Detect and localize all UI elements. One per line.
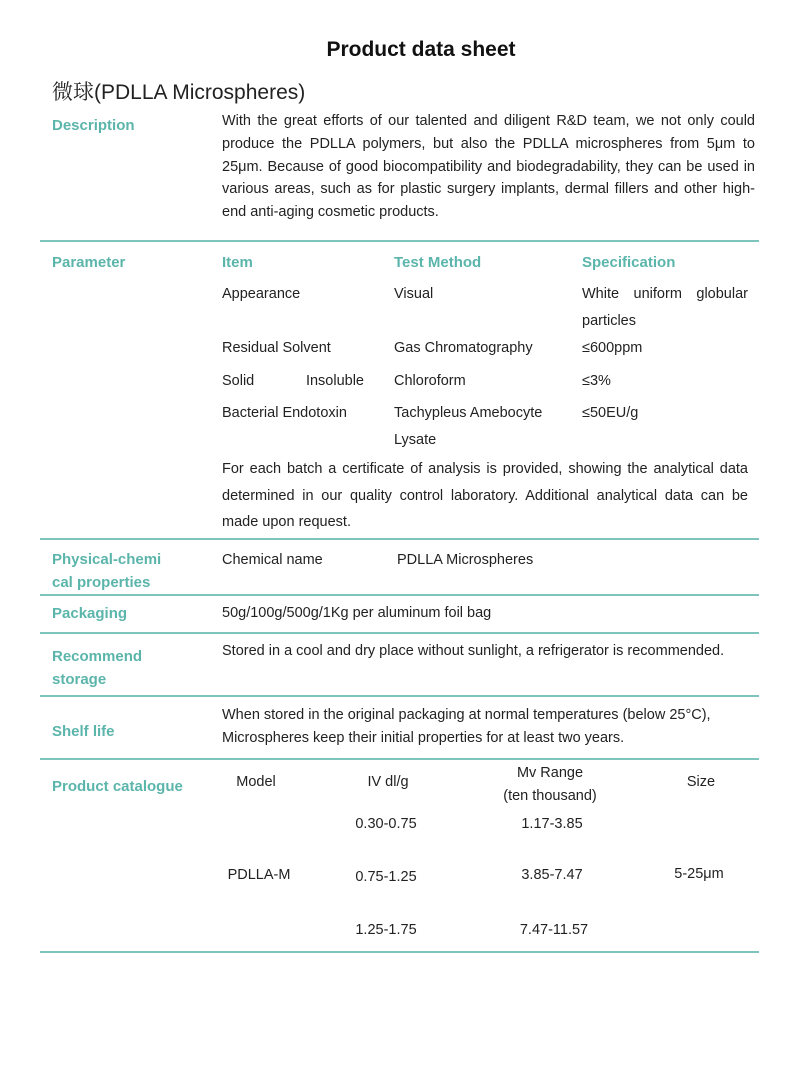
catalogue-iv: 1.25-1.75 xyxy=(355,922,417,938)
storage-text: Stored in a cool and dry place without sunlight, a refrigerator is recommended. xyxy=(222,643,725,659)
param-header-item: Item xyxy=(222,254,253,271)
param-spec: ≤50EU/g xyxy=(582,405,639,421)
catalogue-header-iv: IV dl/g xyxy=(367,774,409,790)
product-subtitle: 微球(PDLLA Microspheres) xyxy=(52,81,306,104)
param-item: Solid Insoluble xyxy=(222,373,364,389)
catalogue-size: 5-25μm xyxy=(674,866,724,882)
divider xyxy=(40,758,759,760)
parameter-label: Parameter xyxy=(52,254,126,271)
storage-label-line1: Recommend xyxy=(52,648,143,665)
param-method: Visual xyxy=(394,286,434,302)
catalogue-header-size: Size xyxy=(686,774,716,790)
document-title: Product data sheet xyxy=(326,38,516,61)
storage-label xyxy=(52,645,142,691)
param-header-method: Test Method xyxy=(394,254,482,271)
catalogue-header-mv xyxy=(470,762,630,808)
chemical-name-value: PDLLA Microspheres xyxy=(397,552,534,568)
catalogue-header-mv-line2: (ten thousand) xyxy=(503,787,597,804)
divider xyxy=(40,695,759,697)
param-method: Chloroform xyxy=(394,373,466,389)
chemical-name-key: Chemical name xyxy=(222,552,323,568)
parameter-note: For each batch a certificate of analysis is provided, showing the analytical data determined in our quality control laboratory. Additional analytical data can be made upon request. xyxy=(222,461,748,530)
param-spec: White uniform globular particles xyxy=(582,286,748,329)
divider xyxy=(40,240,759,242)
param-method: Gas Chromatography xyxy=(394,340,533,356)
param-item: Bacterial Endotoxin xyxy=(222,405,347,421)
physical-label xyxy=(52,548,161,594)
description-text: With the great efforts of our talented and diligent R&D team, we not only could produce the PDLLA polymers, but also the PDLLA microspheres from 5μm to 25μm. Because of good biocompatibility and biodegradability, they can be used in various areas, such as for plastic surgery implants, dermal fillers and other high-end anti-aging cosmetic products. xyxy=(222,113,755,221)
catalogue-label: Product catalogue xyxy=(52,778,183,795)
catalogue-mv: 3.85-7.47 xyxy=(521,867,583,883)
param-item: Appearance xyxy=(222,286,301,302)
shelf-life-label: Shelf life xyxy=(52,723,115,740)
physical-label-line1: Physical-chemi xyxy=(52,551,162,568)
catalogue-header-model: Model xyxy=(236,774,276,790)
param-method: Tachypleus Amebocyte Lysate xyxy=(394,405,543,448)
divider xyxy=(40,594,759,596)
packaging-text: 50g/100g/500g/1Kg per aluminum foil bag xyxy=(222,605,492,621)
catalogue-iv: 0.30-0.75 xyxy=(355,816,417,832)
storage-label-line2: storage xyxy=(52,671,107,688)
packaging-label: Packaging xyxy=(52,605,128,622)
param-spec: ≤600ppm xyxy=(582,340,643,356)
catalogue-model: PDLLA-M xyxy=(227,867,291,883)
param-spec: ≤3% xyxy=(582,373,611,389)
catalogue-mv: 7.47-11.57 xyxy=(519,922,589,938)
description-label: Description xyxy=(52,117,135,134)
param-header-spec: Specification xyxy=(582,254,676,271)
divider xyxy=(40,951,759,953)
catalogue-mv: 1.17-3.85 xyxy=(521,816,583,832)
catalogue-iv: 0.75-1.25 xyxy=(355,869,417,885)
param-item: Residual Solvent xyxy=(222,340,331,356)
divider xyxy=(40,538,759,540)
catalogue-header-mv-line1: Mv Range xyxy=(516,765,584,781)
shelf-life-text: When stored in the original packaging at normal temperatures (below 25°C), Microspheres keep their initial properties for at least two years. xyxy=(222,707,711,746)
divider xyxy=(40,632,759,634)
physical-label-line2: cal properties xyxy=(52,574,151,591)
